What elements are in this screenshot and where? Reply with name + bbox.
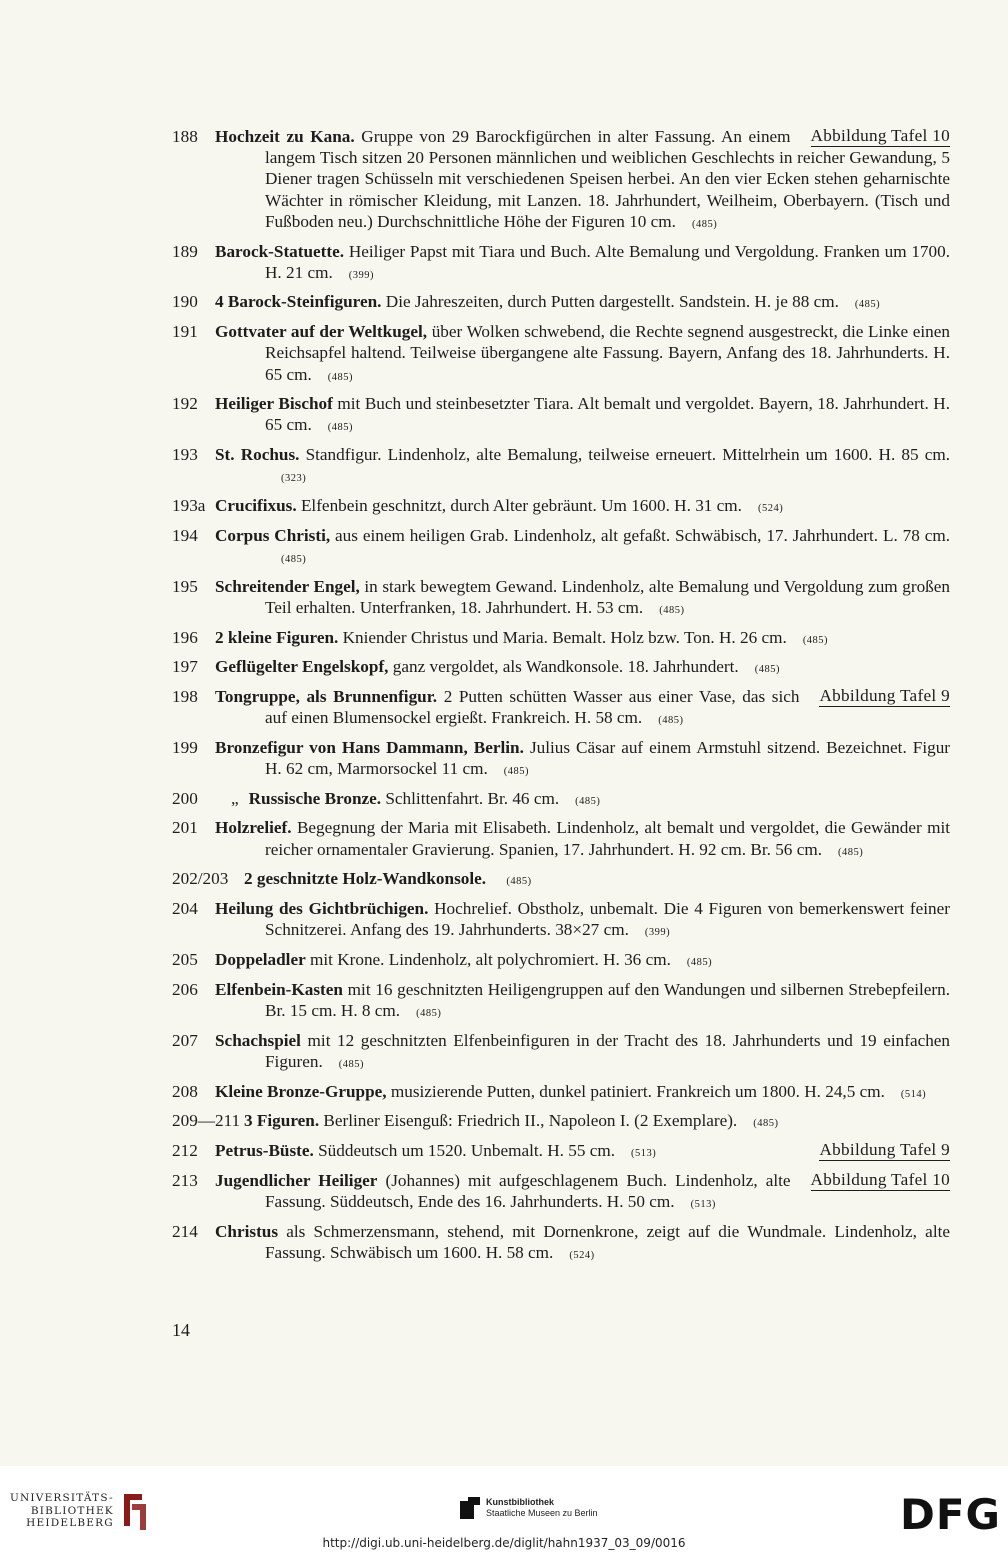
entry-number: 209—211 [172,1111,241,1131]
university-seal-icon [120,1490,148,1532]
consignor-reference: (485) [503,766,529,778]
catalog-entry [172,1030,950,1075]
consignor-reference: (399) [644,927,671,939]
entry-description: Heiliger Papst mit Tiara und Buch. Alte Bemalung und Vergoldung. Franken um 1700. H. 21 cm. [265,241,950,282]
consignor-reference: (485) [802,634,829,646]
entry-title: Schachspiel [215,1030,301,1050]
consignor-reference: (485) [327,371,354,383]
entry-description: mit 12 geschnitzten Elfenbeinfiguren in der Tracht des 18. Jahrhunderts und 19 einfachen Figuren. [265,1030,951,1071]
catalog-entry [172,576,950,621]
entry-description: Schlittenfahrt. Br. 46 cm. [385,788,560,808]
entry-number: 204 [172,899,198,919]
catalog-entry [172,444,950,489]
catalog-entry [172,788,950,812]
entry-title: 2 geschnitzte Holz-Wandkonsole. [244,869,487,889]
entry-description: Julius Cäsar auf einem Armstuhl sitzend. Bezeichnet. Figur H. 62 cm, Marmorsockel 11 cm. [265,737,951,779]
catalog-entry [172,1081,950,1105]
catalog-entry [172,898,950,943]
catalog-entry [172,495,950,519]
plate-reference: Abbildung Tafel 10 [810,1169,950,1189]
entry-description: musizierende Putten, dunkel patiniert. Frankreich um 1800. H. 24,5 cm. [390,1081,885,1101]
entry-number: 199 [172,737,198,757]
university-library-logo[interactable] [10,1490,148,1532]
entry-number: 200 [172,788,198,808]
kunstbibliothek-name: Kunstbibliothek [486,1497,554,1507]
uni-logo-line: UNIVERSITÄTS- [10,1492,114,1505]
entry-title: Kleine Bronze-Gruppe, [215,1081,387,1101]
consignor-reference: (485) [838,846,864,858]
entry-title: Barock-Statuette. [215,241,345,261]
entry-description: mit Buch und steinbesetzter Tiara. Alt bemalt und vergoldet. Bayern, 18. Jahrhundert. H. 65 cm. [265,394,951,435]
entry-number: 201 [172,818,198,838]
catalog-entry [172,1140,950,1164]
entry-number: 188 [172,127,198,146]
consignor-reference: (485) [658,715,684,727]
entry-title: Gottvater auf der Weltkugel, [215,322,428,342]
entry-number: 206 [172,979,198,999]
entry-description: mit 16 geschnitzten Heiligengruppen auf den Wandungen und silbernen Strebepfeilern. Br. 15 cm. H. 8 cm. [265,979,951,1020]
entry-title: Petrus-Büste. [215,1140,314,1160]
kunstbibliothek-subtitle: Staatliche Museen zu Berlin [486,1508,598,1518]
catalog-entry [172,868,950,892]
catalog-entry [172,949,950,973]
consignor-reference: (485) [506,876,532,888]
entry-description: mit Krone. Lindenholz, alt polychromiert. H. 36 cm. [310,950,671,969]
entry-title: Schreitender Engel, [215,576,360,596]
entry-number: 208 [172,1081,198,1101]
entry-description: Die Jahreszeiten, durch Putten dargestellt. Sandstein. H. je 88 cm. [385,292,839,312]
entry-title: Crucifixus. [215,496,297,516]
entry-title: 2 kleine Figuren. [215,627,339,647]
entry-description: ganz vergoldet, als Wandkonsole. 18. Jahrhundert. [392,657,739,677]
entry-description: (Johannes) mit aufgeschlagenem Buch. Lindenholz, alte Fassung. Süddeutsch, Ende des 16. Jahrhunderts. H. 50 cm. [265,1170,791,1211]
entry-number: 214 [172,1221,198,1241]
catalog-entry [172,1110,950,1134]
entry-description: aus einem heiligen Grab. Lindenholz, alt gefaßt. Schwäbisch, 17. Jahrhundert. L. 78 cm. [335,525,950,545]
entry-number: 193 [172,445,198,465]
entry-description: Begegnung der Maria mit Elisabeth. Lindenholz, alt bemalt und vergoldet, die Gewänder mit reicher ornamentaler Gravierung. Spanien, 17. Jahrhundert. H. 92 cm. Br. 56 cm. [265,818,951,859]
consignor-reference: (524) [569,1249,595,1261]
consignor-reference: (485) [327,422,354,434]
entry-number: 191 [172,322,198,342]
entry-title: Holzrelief. [215,818,292,838]
consignor-reference: (485) [753,1118,779,1130]
entry-number: 189 [172,241,198,261]
catalog-entry [172,525,950,570]
consignor-reference: (485) [691,218,718,230]
ditto-mark: „ [231,788,239,808]
entry-description: Hochrelief. Obstholz, unbemalt. Die 4 Figuren von bemerkenswert feiner Schnitzerei. Anfang des 19. Jahrhunderts. 38×27 cm. [265,899,950,940]
entry-number: 194 [172,525,198,545]
consignor-reference: (485) [281,553,307,565]
kunstbibliothek-logo[interactable] [460,1497,598,1519]
entry-description: Berliner Eisenguß: Friedrich II., Napoleon I. (2 Exemplare). [323,1111,738,1131]
entry-title: 3 Figuren. [244,1111,320,1131]
consignor-reference: (323) [281,473,307,485]
entry-title: Heilung des Gichtbrüchigen. [215,899,429,919]
catalog-entry [172,393,950,438]
entry-number: 197 [172,657,198,677]
entry-title: Bronzefigur von Hans Dammann, Berlin. [215,737,524,757]
catalog-entry [172,737,950,782]
page-number: 14 [172,1320,190,1340]
catalog-entry [172,979,950,1024]
catalog-entry [172,1221,950,1266]
entry-number: 207 [172,1030,198,1050]
catalog-entry [172,817,950,862]
entry-title: Elfenbein-Kasten [215,979,343,999]
catalog-entry [172,321,950,388]
entry-number: 213 [172,1170,198,1190]
entry-title: Russische Bronze. [248,788,382,808]
entry-title: 4 Barock-Steinfiguren. [215,292,382,312]
entry-title: Doppeladler [215,950,306,969]
entry-description: Süddeutsch um 1520. Unbemalt. H. 55 cm. [318,1140,616,1160]
catalog-entry [172,126,950,235]
plate-reference: Abbildung Tafel 9 [819,1139,950,1159]
entry-title: Corpus Christi, [215,525,331,545]
catalog-entries [172,126,950,1271]
consignor-reference: (485) [854,299,881,311]
uni-logo-line: HEIDELBERG [26,1517,114,1530]
consignor-reference: (513) [690,1198,716,1210]
consignor-reference: (524) [757,503,784,515]
entry-description: Elfenbein geschnitzt, durch Alter gebräunt. Um 1600. H. 31 cm. [300,496,742,516]
catalog-entry [172,1170,950,1215]
catalog-entry [172,627,950,651]
entry-number: 193a [172,496,206,516]
consignor-reference: (485) [754,664,780,676]
consignor-reference: (485) [416,1007,442,1019]
entry-number: 205 [172,950,198,969]
entry-number: 195 [172,576,198,596]
source-url[interactable]: http://digi.ub.uni-heidelberg.de/diglit/hahn1937_03_09/0016 [322,1536,686,1550]
kunstbibliothek-icon [460,1497,480,1519]
catalog-entry [172,291,950,315]
entry-description: Standfigur. Lindenholz, alte Bemalung, teilweise erneuert. Mittelrhein um 1600. H. 85 cm. [305,445,950,465]
catalog-entry [172,656,950,680]
entry-title: Christus [215,1221,279,1241]
entry-title: Tongruppe, als Brunnenfigur. [215,686,438,706]
catalog-entry [172,241,950,286]
entry-title: Hochzeit zu Kana. [215,127,355,146]
consignor-reference: (485) [575,795,601,807]
entry-number: 196 [172,627,198,647]
dfg-logo[interactable]: DFG [900,1490,1002,1539]
entry-number: 190 [172,292,198,312]
entry-number: 202/203 [172,869,229,889]
entry-title: St. Rochus. [215,445,300,465]
consignor-reference: (485) [338,1058,365,1070]
entry-title: Heiliger Bischof [215,394,333,414]
entry-description: Kniender Christus und Maria. Bemalt. Holz bzw. Ton. H. 26 cm. [342,627,787,647]
entry-description: 2 Putten schütten Wasser aus einer Vase, das sich auf einen Blumensockel ergießt. Frankreich. H. 58 cm. [265,686,800,728]
entry-number: 192 [172,394,198,414]
uni-logo-line: BIBLIOTHEK [30,1504,114,1517]
plate-reference: Abbildung Tafel 9 [819,685,950,705]
entry-number: 212 [172,1140,198,1160]
consignor-reference: (514) [900,1088,927,1100]
consignor-reference: (399) [348,269,375,281]
entry-number: 198 [172,686,198,706]
entry-description: als Schmerzensmann, stehend, mit Dornenkrone, zeigt auf die Wundmale. Lindenholz, alte Fassung. Schwäbisch um 1600. H. 58 cm. [265,1221,950,1262]
entry-description: Gruppe von 29 Barockfigürchen in alter Fassung. An einem langem Tisch sitzen 20 Personen männlichen und weiblichen Geschlechts in reicher Gewandung, 5 Diener tragen Schüsseln mit verschiedenen Speisen herbei. An den vier Ecken stehen geharnischte Wächter in römischer Kleidung, mit Lanzen. 18. Jahrhundert, Weilheim, Oberbayern. (Tisch und Fußboden neu.) Durchschnittliche Höhe der Figuren 10 cm. [265,127,950,231]
plate-reference: Abbildung Tafel 10 [810,126,950,145]
entry-description: in stark bewegtem Gewand. Lindenholz, alte Bemalung und Vergoldung zum großen Teil erhalten. Unterfranken, 18. Jahrhundert. H. 53 cm. [265,576,950,617]
consignor-reference: (485) [686,957,713,968]
consignor-reference: (513) [631,1147,657,1159]
entry-description: über Wolken schwebend, die Rechte segnend ausgestreckt, die Linke einen Reichsapfel haltend. Teilweise übergangene alte Fassung. Bayern, Anfang des 18. Jahrhunderts. H. 65 cm. [265,322,950,384]
consignor-reference: (485) [659,604,685,616]
entry-title: Jugendlicher Heiliger [215,1170,378,1190]
catalog-entry [172,686,950,731]
entry-title: Geflügelter Engelskopf, [215,657,389,677]
